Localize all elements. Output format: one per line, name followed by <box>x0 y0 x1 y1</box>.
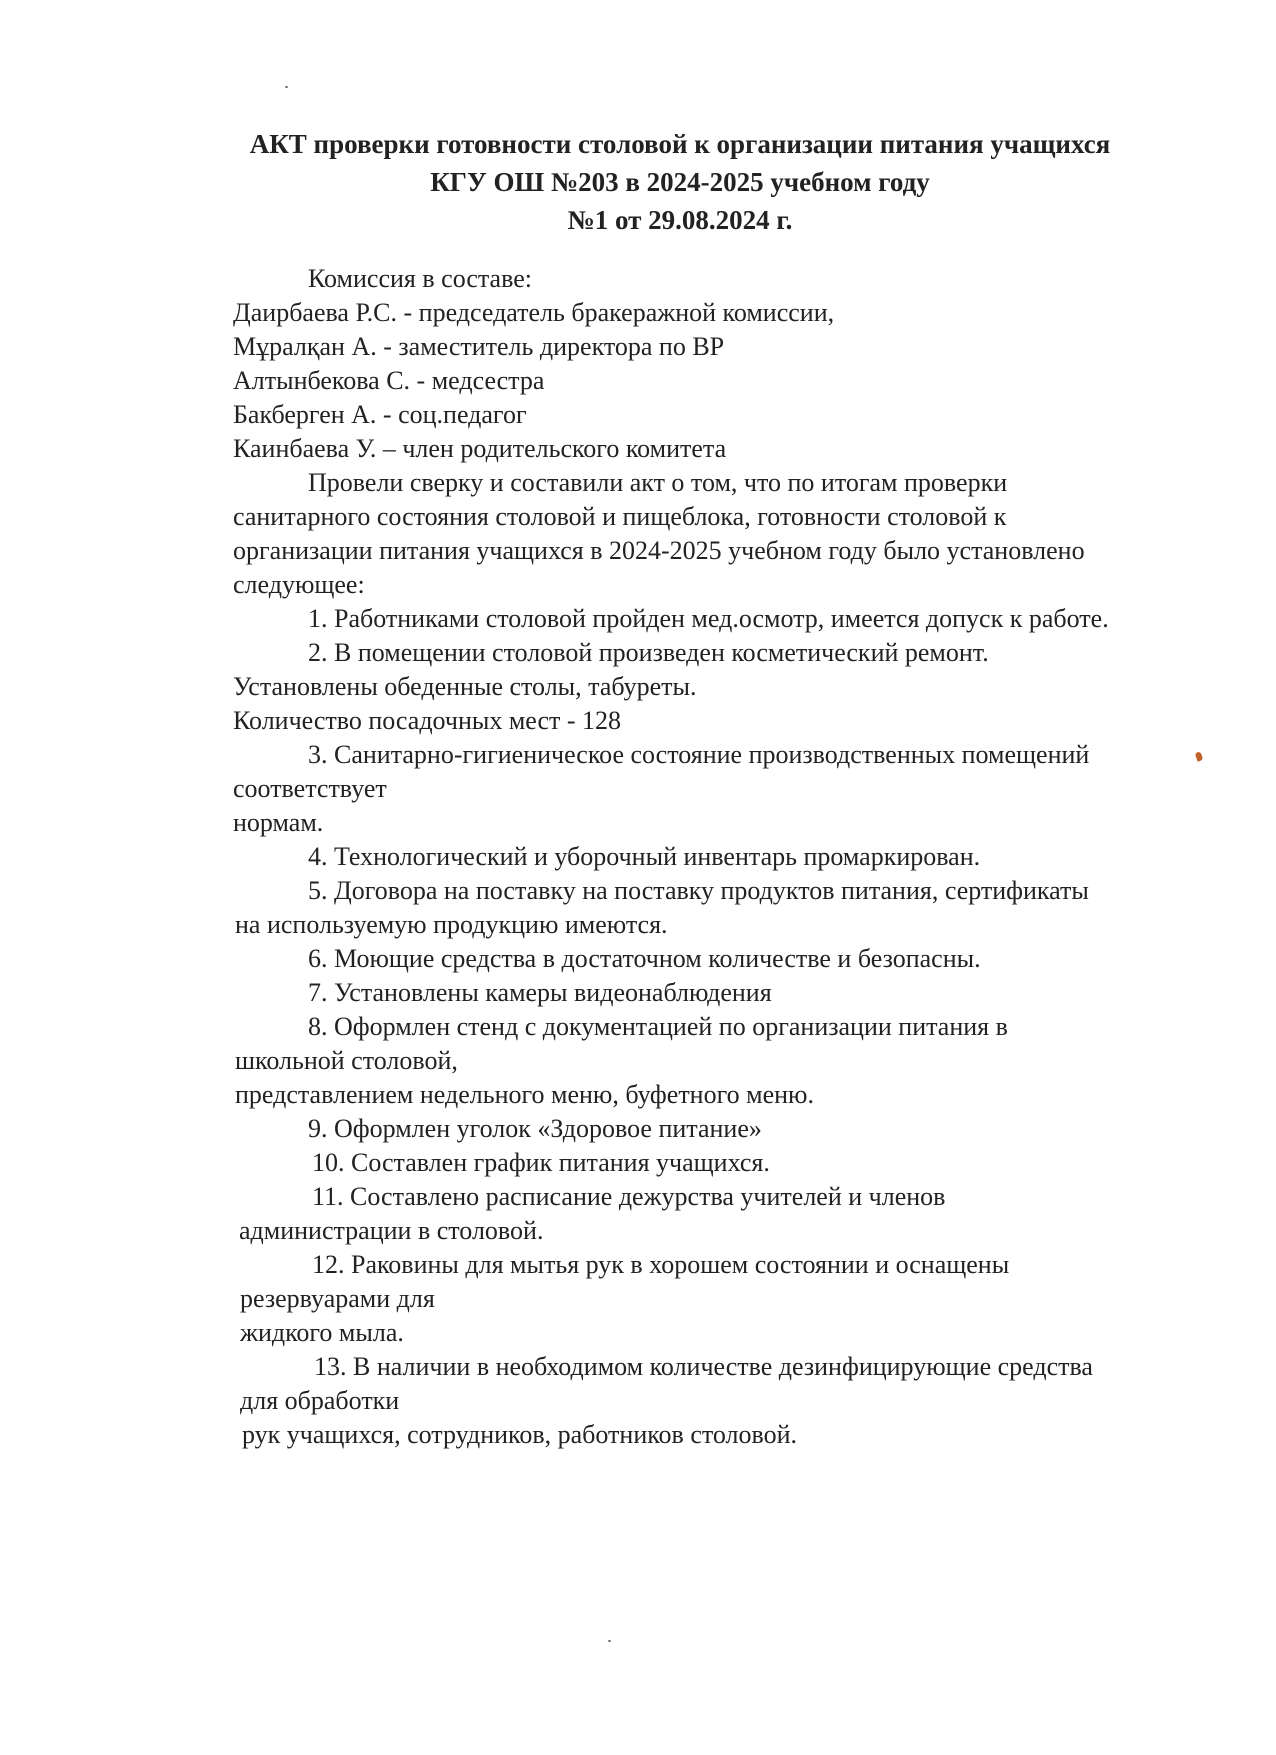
item-7: 7. Установлены камеры видеонаблюдения <box>308 978 772 1007</box>
scan-speck <box>285 86 288 88</box>
item-2: 2. В помещении столовой произведен косметический ремонт. <box>308 638 989 667</box>
item-9: 9. Оформлен уголок «Здоровое питание» <box>308 1114 762 1143</box>
item-5-cont: на используемую продукцию имеются. <box>235 910 668 939</box>
item-12-cont: резервуарами для <box>240 1284 435 1313</box>
title-line-3: №1 от 29.08.2024 г. <box>567 205 793 235</box>
title-line-2: КГУ ОШ №203 в 2024-2025 учебном году <box>430 167 930 197</box>
item-13-cont: для обработки <box>240 1386 400 1415</box>
intro-line: следующее: <box>233 570 365 599</box>
item-3: 3. Санитарно-гигиеническое состояние производственных помещений <box>308 740 1090 769</box>
commission-member: Даирбаева Р.С. - председатель бракеражной комиссии, <box>233 298 835 327</box>
item-8-cont: представлением недельного меню, буфетного меню. <box>235 1080 814 1109</box>
item-11: 11. Составлено расписание дежурства учителей и членов <box>312 1182 946 1211</box>
item-2-cont: Количество посадочных мест - 128 <box>233 706 622 735</box>
item-13-cont: рук учащихся, сотрудников, работников столовой. <box>242 1420 798 1449</box>
item-3-cont: соответствует <box>233 774 387 803</box>
commission-member: Мұралқан А. - заместитель директора по ВР <box>233 332 725 361</box>
item-4: 4. Технологический и уборочный инвентарь промаркирован. <box>308 842 981 871</box>
item-12: 12. Раковины для мытья рук в хорошем состоянии и оснащены <box>312 1250 1010 1279</box>
intro-line: Провели сверку и составили акт о том, что по итогам проверки <box>308 468 1008 497</box>
item-1: 1. Работниками столовой пройден мед.осмотр, имеется допуск к работе. <box>308 604 1109 633</box>
item-12-cont: жидкого мыла. <box>240 1318 404 1347</box>
commission-heading: Комиссия в составе: <box>308 264 532 293</box>
item-13: 13. В наличии в необходимом количестве дезинфицирующие средства <box>314 1352 1093 1381</box>
commission-member: Алтынбекова С. - медсестра <box>233 366 545 395</box>
item-6: 6. Моющие средства в достаточном количестве и безопасны. <box>308 944 981 973</box>
title-line-1: АКТ проверки готовности столовой к организации питания учащихся <box>249 129 1111 159</box>
intro-line: организации питания учащихся в 2024-2025 учебном году было установлено <box>233 536 1085 565</box>
commission-member: Бакберген А. - соц.педагог <box>233 400 527 429</box>
intro-line: санитарного состояния столовой и пищеблока, готовности столовой к <box>233 502 1007 531</box>
item-5: 5. Договора на поставку на поставку продуктов питания, сертификаты <box>308 876 1089 905</box>
item-3-cont: нормам. <box>233 808 324 837</box>
item-11-cont: администрации в столовой. <box>239 1216 544 1245</box>
document-title <box>200 125 1160 239</box>
commission-member: Каинбаева У. – член родительского комитета <box>233 434 727 463</box>
item-10: 10. Составлен график питания учащихся. <box>312 1148 770 1177</box>
item-8: 8. Оформлен стенд с документацией по организации питания в <box>308 1012 1008 1041</box>
item-8-cont: школьной столовой, <box>235 1046 458 1075</box>
ink-mark <box>1195 751 1204 762</box>
scan-speck <box>608 1640 611 1642</box>
item-2-cont: Установлены обеденные столы, табуреты. <box>233 672 697 701</box>
